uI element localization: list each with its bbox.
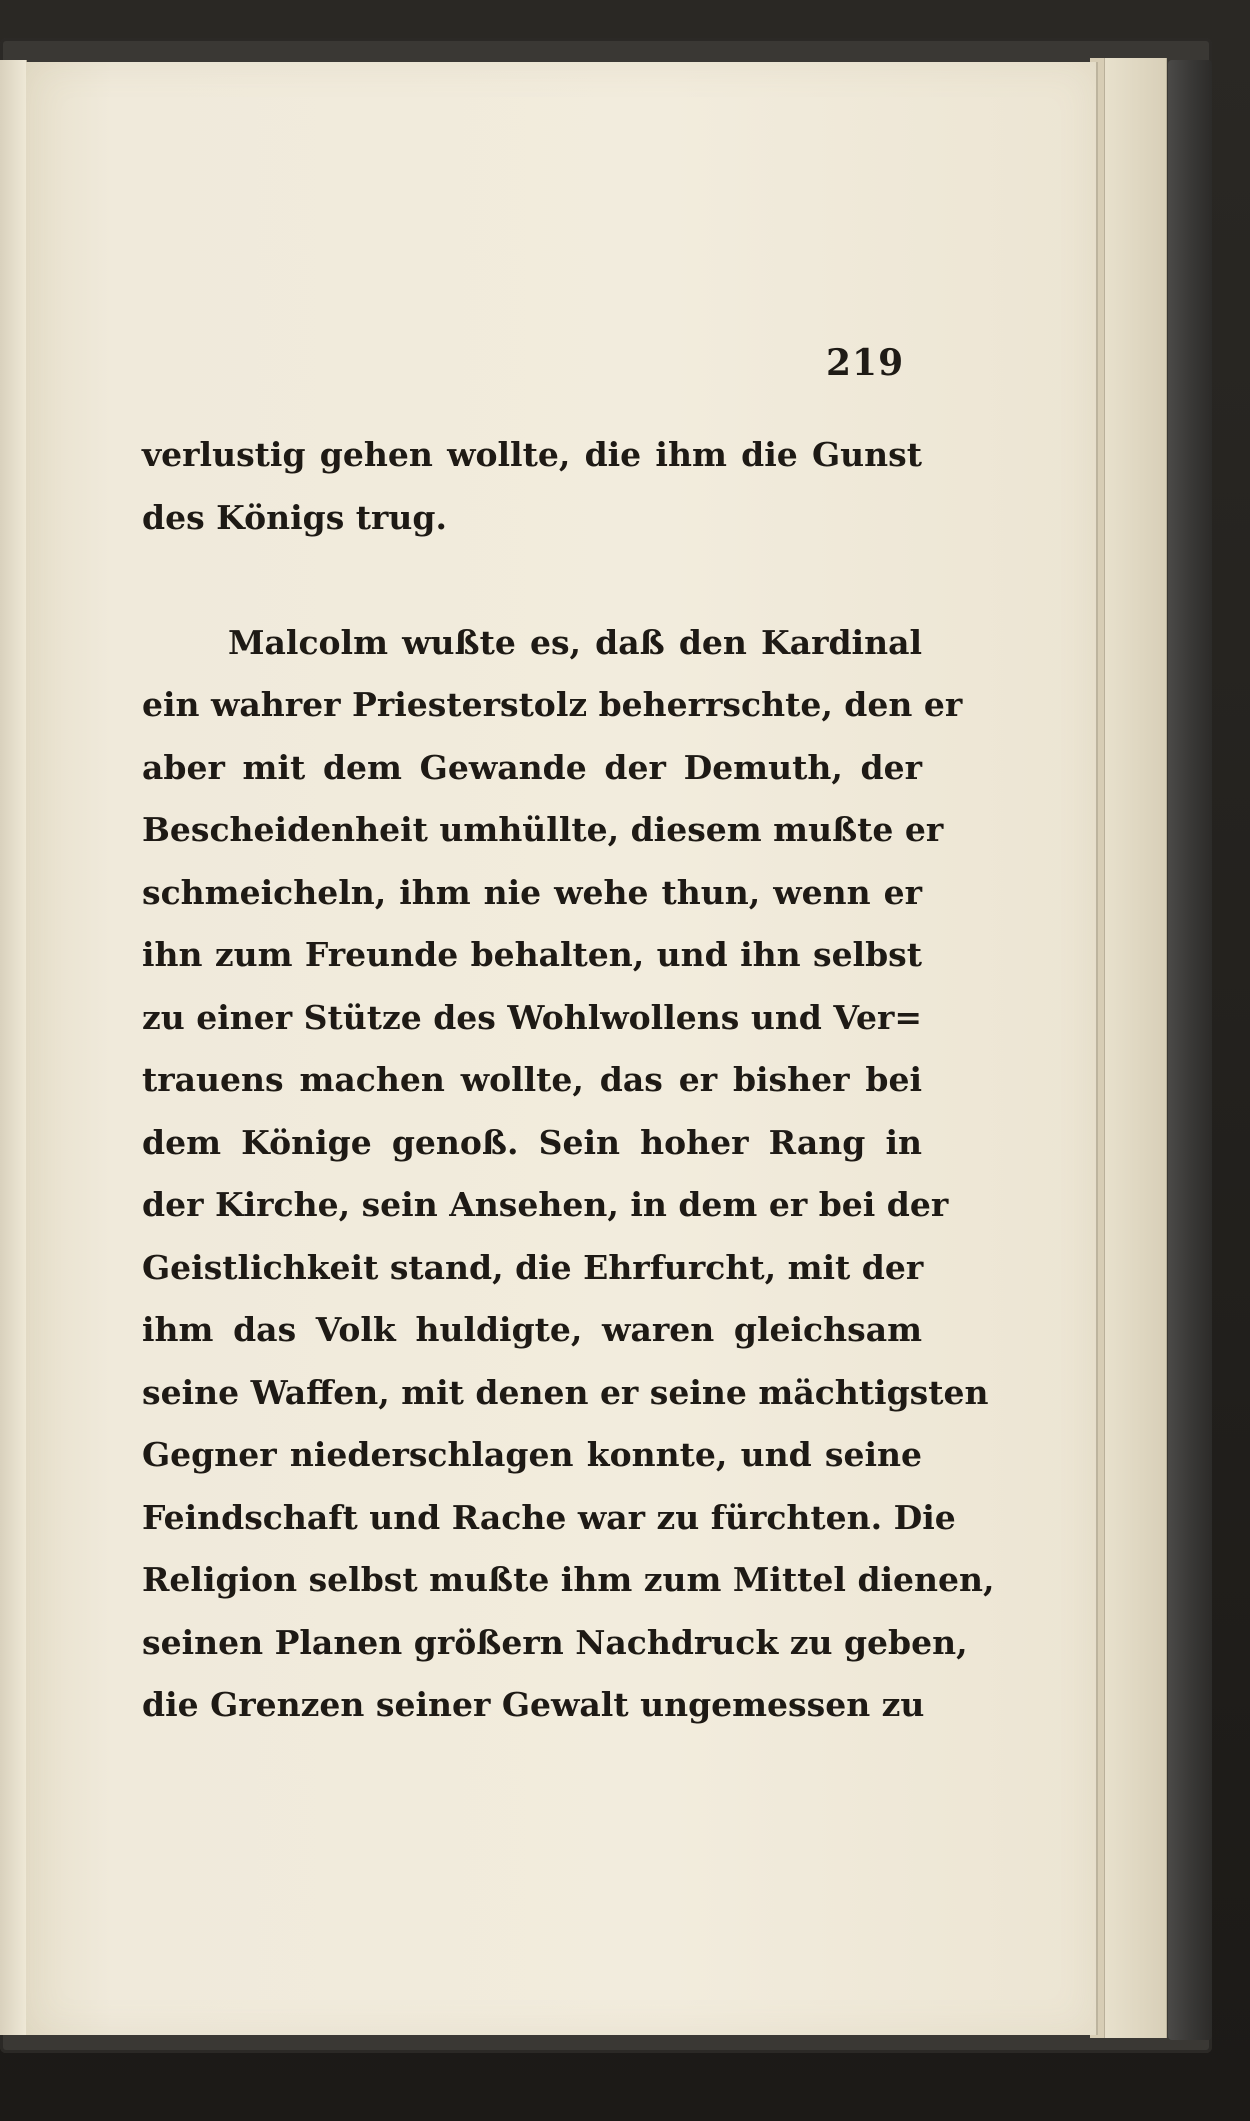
text-line: Geistlichkeit stand, die Ehrfurcht, mit der xyxy=(142,1247,924,1287)
book-spine-edge xyxy=(1168,60,1212,2040)
text-line: trauens machen wollte, das er bisher bei xyxy=(142,1060,922,1099)
text-line: Gegner niederschlagen konnte, und seine xyxy=(142,1435,922,1474)
text-line: verlustig gehen wollte, die ihm die Gunst xyxy=(142,435,922,474)
text-line: aber mit dem Gewande der Demuth, der xyxy=(142,747,922,787)
text-line: seine Waffen, mit denen er seine mächtigsten xyxy=(142,1372,989,1412)
text-line: dem Könige genoß. Sein hoher Rang in xyxy=(142,1122,922,1162)
text-line: des Königs trug. xyxy=(142,497,447,537)
text-line: Bescheidenheit umhüllte, diesem mußte er xyxy=(142,810,944,849)
book-page xyxy=(26,62,1098,2035)
page-number: 219 xyxy=(826,342,905,384)
text-line: ein wahrer Priesterstolz beherrschte, den er xyxy=(142,685,963,724)
text-line: Religion selbst mußte ihm zum Mittel dienen, xyxy=(142,1560,995,1599)
text-line: Feindschaft und Rache war zu fürchten. Die xyxy=(142,1497,956,1537)
text-line: die Grenzen seiner Gewalt ungemessen zu xyxy=(142,1685,925,1724)
text-line: Malcolm wußte es, daß den Kardinal xyxy=(228,622,922,662)
page-text xyxy=(142,424,995,1737)
text-line: zu einer Stütze des Wohlwollens und Ver= xyxy=(142,997,922,1037)
left-page-sliver xyxy=(0,60,27,2035)
text-line: schmeicheln, ihm nie wehe thun, wenn er xyxy=(142,872,922,912)
paragraph-gap xyxy=(142,549,922,612)
text-line: der Kirche, sein Ansehen, in dem er bei der xyxy=(142,1185,949,1224)
page-edges-stack xyxy=(1100,58,1167,2038)
text-line: ihm das Volk huldigte, waren gleichsam xyxy=(142,1310,922,1349)
text-line: seinen Planen größern Nachdruck zu geben, xyxy=(142,1622,968,1662)
text-line: ihn zum Freunde behalten, und ihn selbst xyxy=(142,935,922,974)
